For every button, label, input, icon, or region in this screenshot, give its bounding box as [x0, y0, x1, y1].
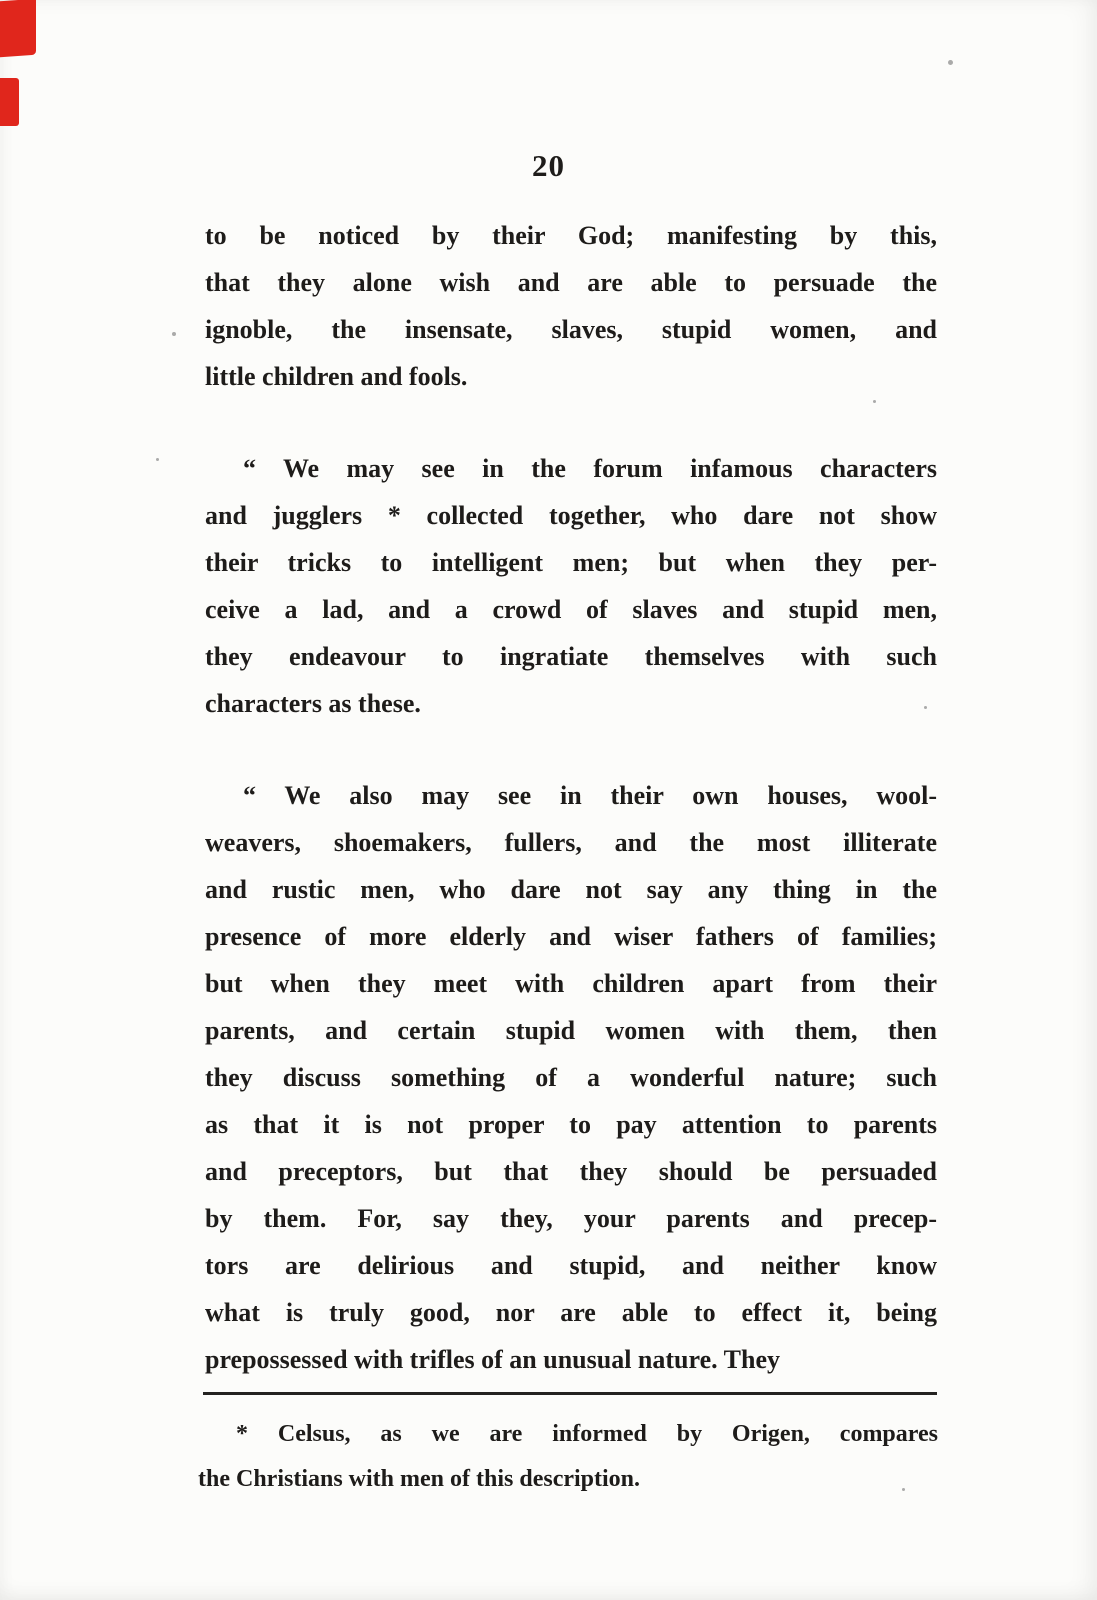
text-line: as that it is not proper to pay attention to parents — [205, 1110, 937, 1139]
footnote — [198, 1412, 938, 1502]
text-line: they discuss something of a wonderful nature; such — [205, 1063, 937, 1092]
text-line: their tricks to intelligent men; but when they per- — [205, 548, 937, 577]
page-number: 20 — [532, 148, 565, 183]
text-line: characters as these. — [205, 689, 421, 718]
paragraph — [205, 212, 937, 400]
paragraph — [205, 445, 937, 727]
red-edge-mark-top — [0, 0, 36, 57]
scan-speck — [156, 458, 159, 461]
text-line: little children and fools. — [205, 362, 468, 391]
text-line: weavers, shoemakers, fullers, and the most illiterate — [205, 828, 937, 857]
paragraph-list — [205, 212, 937, 1383]
footnote-lines — [198, 1412, 938, 1502]
text-line: * Celsus, as we are informed by Origen, compares — [236, 1421, 938, 1447]
text-line: to be noticed by their God; manifesting by this, — [205, 221, 937, 250]
red-edge-mark-lower — [0, 78, 19, 126]
text-line: and rustic men, who dare not say any thing in the — [205, 875, 937, 904]
text-line: they endeavour to ingratiate themselves with such — [205, 642, 937, 671]
text-line: presence of more elderly and wiser fathers of families; — [205, 922, 937, 951]
text-line: ignoble, the insensate, slaves, stupid women, and — [205, 315, 937, 344]
text-line: parents, and certain stupid women with them, then — [205, 1016, 937, 1045]
text-line: prepossessed with trifles of an unusual nature. They — [205, 1345, 780, 1374]
text-line: that they alone wish and are able to persuade the — [205, 268, 937, 297]
text-line: the Christians with men of this description. — [198, 1466, 641, 1492]
body-text — [205, 212, 937, 1428]
text-line: by them. For, say they, your parents and precep- — [205, 1204, 937, 1233]
text-line: and jugglers * collected together, who dare not show — [205, 501, 937, 530]
text-line: “ We may see in the forum infamous characters — [243, 454, 937, 483]
paragraph — [205, 772, 937, 1383]
text-line: ceive a lad, and a crowd of slaves and stupid men, — [205, 595, 937, 624]
text-line: tors are delirious and stupid, and neither know — [205, 1251, 937, 1280]
text-line: and preceptors, but that they should be persuaded — [205, 1157, 937, 1186]
footnote-rule — [203, 1392, 937, 1395]
text-line: “ We also may see in their own houses, wool- — [243, 781, 937, 810]
text-line: what is truly good, nor are able to effect it, being — [205, 1298, 937, 1327]
text-line: but when they meet with children apart from their — [205, 969, 937, 998]
scan-speck — [172, 332, 176, 336]
scan-speck — [948, 60, 953, 65]
